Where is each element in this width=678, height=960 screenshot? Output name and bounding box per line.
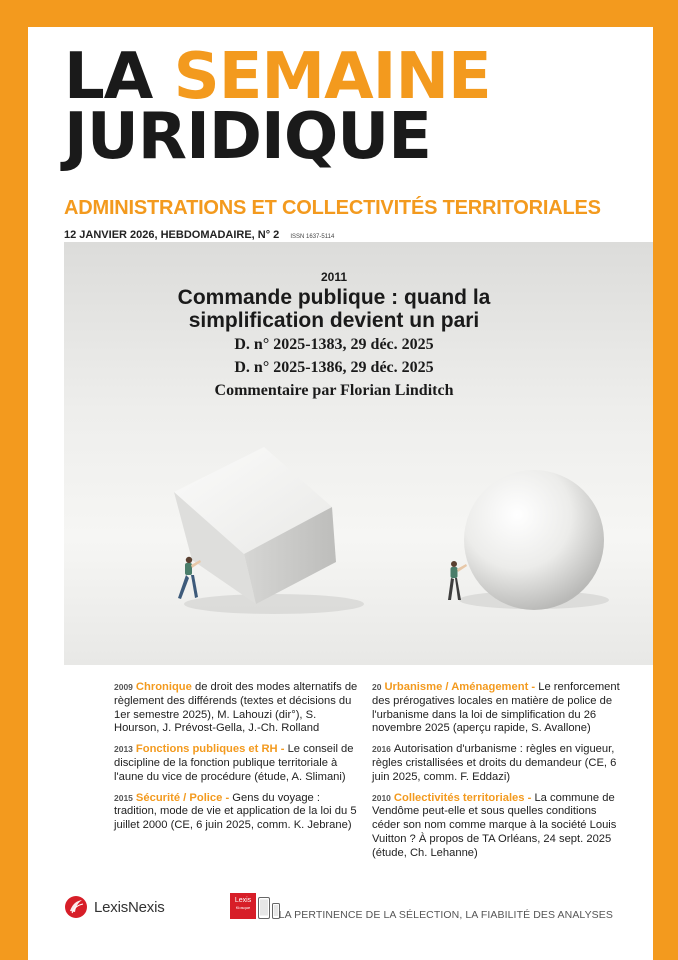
tagline: LA PERTINENCE DE LA SÉLECTION, LA FIABILITÉ DES ANALYSES: [278, 909, 613, 921]
cover-story: [124, 270, 544, 401]
publisher-logo[interactable]: [64, 895, 165, 919]
lexisnexis-logo-icon: [64, 895, 88, 919]
sphere-shape: [464, 470, 604, 610]
journal-subtitle: ADMINISTRATIONS ET COLLECTIVITÉS TERRITORIALES: [64, 197, 601, 219]
entry-text: Gens du voyage : tradition, mode de vie et application de la loi du 5 juillet 2000 (CE, 6 juin 2025, comm. K. Jebrane): [114, 791, 357, 832]
figure-right: [448, 561, 467, 600]
cover-story-title: [124, 286, 544, 332]
summary-entry[interactable]: [372, 792, 622, 861]
entry-text: de droit des modes alternatifs de règlement des différends (textes et décisions du 1er semestre 2025), M. Lahouzi (dir°), S. Hourson, J. Prévost-Gella, J.-Ch. Rolland: [114, 681, 358, 735]
cover-story-number: 2011: [320, 270, 348, 284]
summary-entry[interactable]: [114, 681, 358, 736]
masthead-juridique: JURIDIQUE: [64, 100, 431, 174]
cover-story-ref-1: D. n° 2025-1383, 29 déc. 2025: [234, 336, 434, 353]
issue-line: [64, 229, 334, 241]
entry-category: Fonctions publiques et RH -: [135, 743, 285, 756]
entry-category: Chronique: [135, 681, 192, 693]
masthead: [64, 40, 491, 174]
publisher-name: LexisNexis: [94, 898, 165, 916]
kiosque-line-2: Kiosque: [235, 905, 251, 910]
summary-column-left: [114, 681, 358, 840]
entry-category: Urbanisme / Aménagement -: [384, 681, 536, 693]
masthead-line-1: [64, 40, 491, 114]
kiosque-line-1: Lexis: [234, 897, 252, 904]
cover-story-title-line-1: Commande publique : quand la: [177, 286, 491, 309]
issn: ISSN 1637-5114: [290, 234, 335, 240]
summary-entry[interactable]: [114, 792, 358, 833]
summary-entry[interactable]: [372, 743, 622, 784]
entry-number: 2016: [372, 744, 391, 755]
cube-shape: [174, 447, 336, 604]
kiosque-logo: [230, 893, 256, 919]
entry-category: Collectivités territoriales -: [393, 791, 532, 804]
entry-number: 2015: [114, 792, 133, 803]
entry-text: Le renforcement des prérogatives locales en matière de police de l'urbanisme dans la loi de simplification du 26 novembre 2025 (aperçu rapide, S. Avallone): [372, 681, 620, 735]
summary-entry[interactable]: [114, 743, 358, 784]
entry-text: La commune de Vendôme peut-elle et sous quelles conditions céder son nom comme marque à la société Louis Vuitton ? À propos de TA Orléans, 24 sept. 2025 (étude, Ch. Lehanne): [372, 791, 617, 859]
cover-story-ref-2: D. n° 2025-1386, 29 déc. 2025: [234, 359, 434, 376]
entry-text: Autorisation d'urbanisme : règles en vigueur, règles cristallisées et droits du demandeur (CE, 6 juin 2025, comm. F. Eddazi): [372, 743, 617, 783]
cover-story-title-line-2: simplification devient un pari: [188, 309, 480, 332]
summary-entry[interactable]: [372, 681, 622, 736]
summary-column-right: [372, 681, 622, 868]
entry-number: 2009: [114, 682, 133, 692]
cover-story-commentary: Commentaire par Florian Linditch: [214, 382, 454, 399]
issue-date: 12 JANVIER 2026, HEBDOMADAIRE, N° 2: [64, 229, 280, 241]
cover-image: [64, 242, 653, 665]
entry-text: Le conseil de discipline de la fonction publique territoriale à l'aune du vice de procédure (étude, A. Slimani): [114, 743, 354, 783]
lexis-kiosque-badge[interactable]: [230, 893, 280, 919]
entry-number: 2013: [114, 744, 133, 755]
entry-number: 20: [372, 682, 382, 692]
cover-page: [28, 27, 653, 960]
figure-left: [178, 557, 201, 599]
entry-category: Sécurité / Police -: [135, 791, 230, 804]
entry-number: 2010: [372, 792, 391, 803]
tablet-icon: [258, 897, 270, 919]
masthead-semaine: SEMAINE: [173, 40, 491, 114]
masthead-la: LA: [64, 40, 153, 114]
